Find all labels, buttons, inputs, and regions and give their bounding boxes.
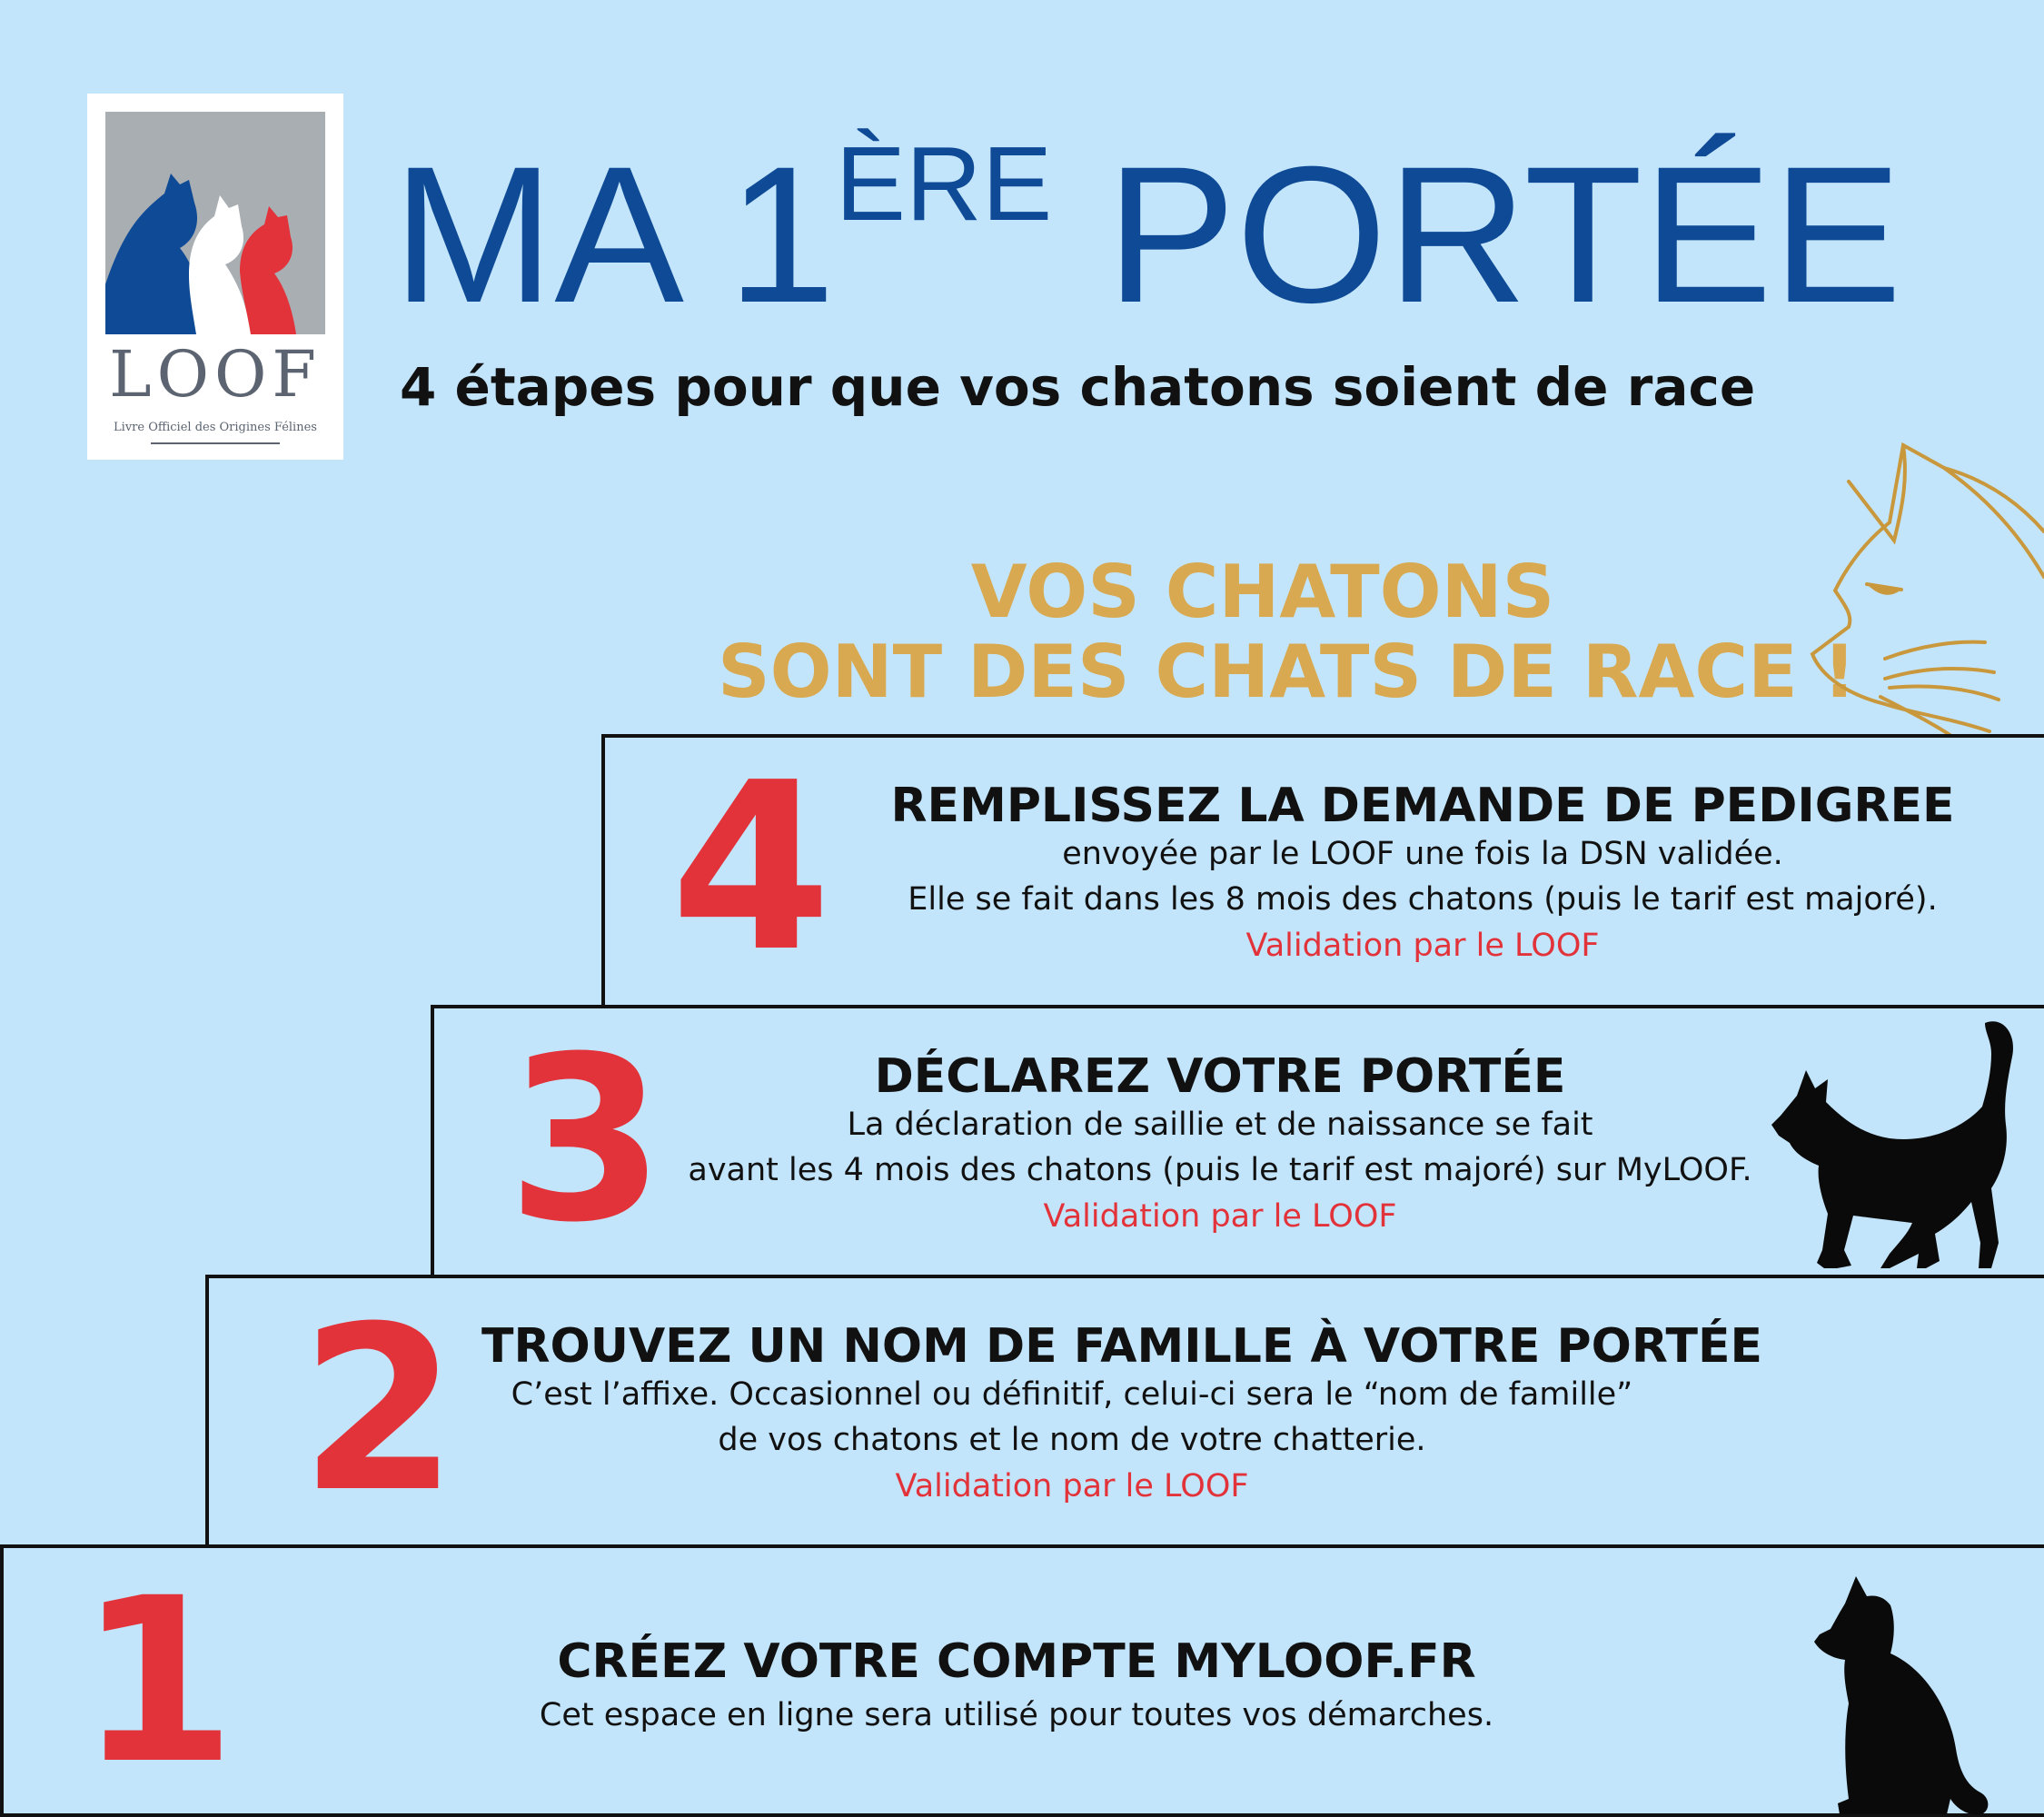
- goal-line-1: VOS CHATONS: [970, 550, 1555, 634]
- step-3-desc-line-2: avant les 4 mois des chatons (puis le tarif est majoré) sur MyLOOF.: [688, 1152, 1752, 1189]
- step-1-desc-line-1: Cet espace en ligne sera utilisé pour toutes vos démarches.: [539, 1696, 1494, 1733]
- logo-wordmark: LOOF: [109, 337, 322, 412]
- step-3-validation: Validation par le LOOF: [1043, 1198, 1397, 1236]
- step-4-desc-line-1: envoyée par le LOOF une fois la DSN validée.: [1062, 835, 1783, 872]
- step-4-validation: Validation par le LOOF: [1245, 928, 1600, 965]
- goal-line-2: SONT DES CHATS DE RACE !: [718, 630, 1857, 714]
- step-2-title: TROUVEZ UN NOM DE FAMILLE À VOTRE PORTÉE: [481, 1319, 1763, 1374]
- title-superscript: ÈRE: [835, 124, 1053, 243]
- loof-logo: [87, 94, 343, 460]
- step-4-number: 4: [670, 733, 832, 1003]
- goal-heading: [718, 550, 1857, 714]
- sitting-cat-silhouette-icon: [1812, 1576, 1994, 1817]
- page-subtitle: 4 étapes pour que vos chatons soient de race: [400, 356, 1756, 418]
- step-1-card: [0, 1544, 2044, 1817]
- step-2-validation: Validation par le LOOF: [895, 1468, 1249, 1505]
- step-2-number: 2: [300, 1277, 458, 1542]
- step-3-title: DÉCLAREZ VOTRE PORTÉE: [874, 1049, 1566, 1104]
- step-1-body: [485, 1634, 1548, 1738]
- step-2-desc-line-2: de vos chatons et le nom de votre chatterie.: [718, 1422, 1426, 1459]
- step-2-desc-line-1: C’est l’affixe. Occasionnel ou définitif, celui-ci sera le “nom de famille”: [511, 1375, 1633, 1413]
- gold-cat-outline-icon: [1794, 441, 2044, 740]
- step-4-card: [601, 734, 2044, 1012]
- logo-tagline: Livre Officiel des Origines Félines: [114, 421, 317, 434]
- step-1-number: 1: [78, 1549, 236, 1813]
- title-end: PORTÉE: [1052, 126, 1902, 343]
- step-4-desc-line-2: Elle se fait dans les 8 mois des chatons (puis le tarif est majoré).: [908, 881, 1938, 918]
- step-1-title: CRÉEZ VOTRE COMPTE MYLOOF.FR: [557, 1634, 1476, 1689]
- step-2-body: [481, 1319, 1763, 1510]
- step-2-card: [205, 1275, 2044, 1553]
- step-4-title: REMPLISSEZ LA DEMANDE DE PEDIGREE: [890, 779, 1955, 833]
- step-3-number: 3: [507, 1008, 665, 1272]
- walking-cat-silhouette-icon: [1753, 1016, 2044, 1279]
- step-4-body: [841, 781, 2004, 969]
- title-main: MA 1: [392, 126, 836, 343]
- step-3-body: [643, 1049, 1797, 1240]
- step-3-desc-line-1: La déclaration de saillie et de naissance se fait: [847, 1106, 1593, 1143]
- page-title: [392, 124, 1902, 356]
